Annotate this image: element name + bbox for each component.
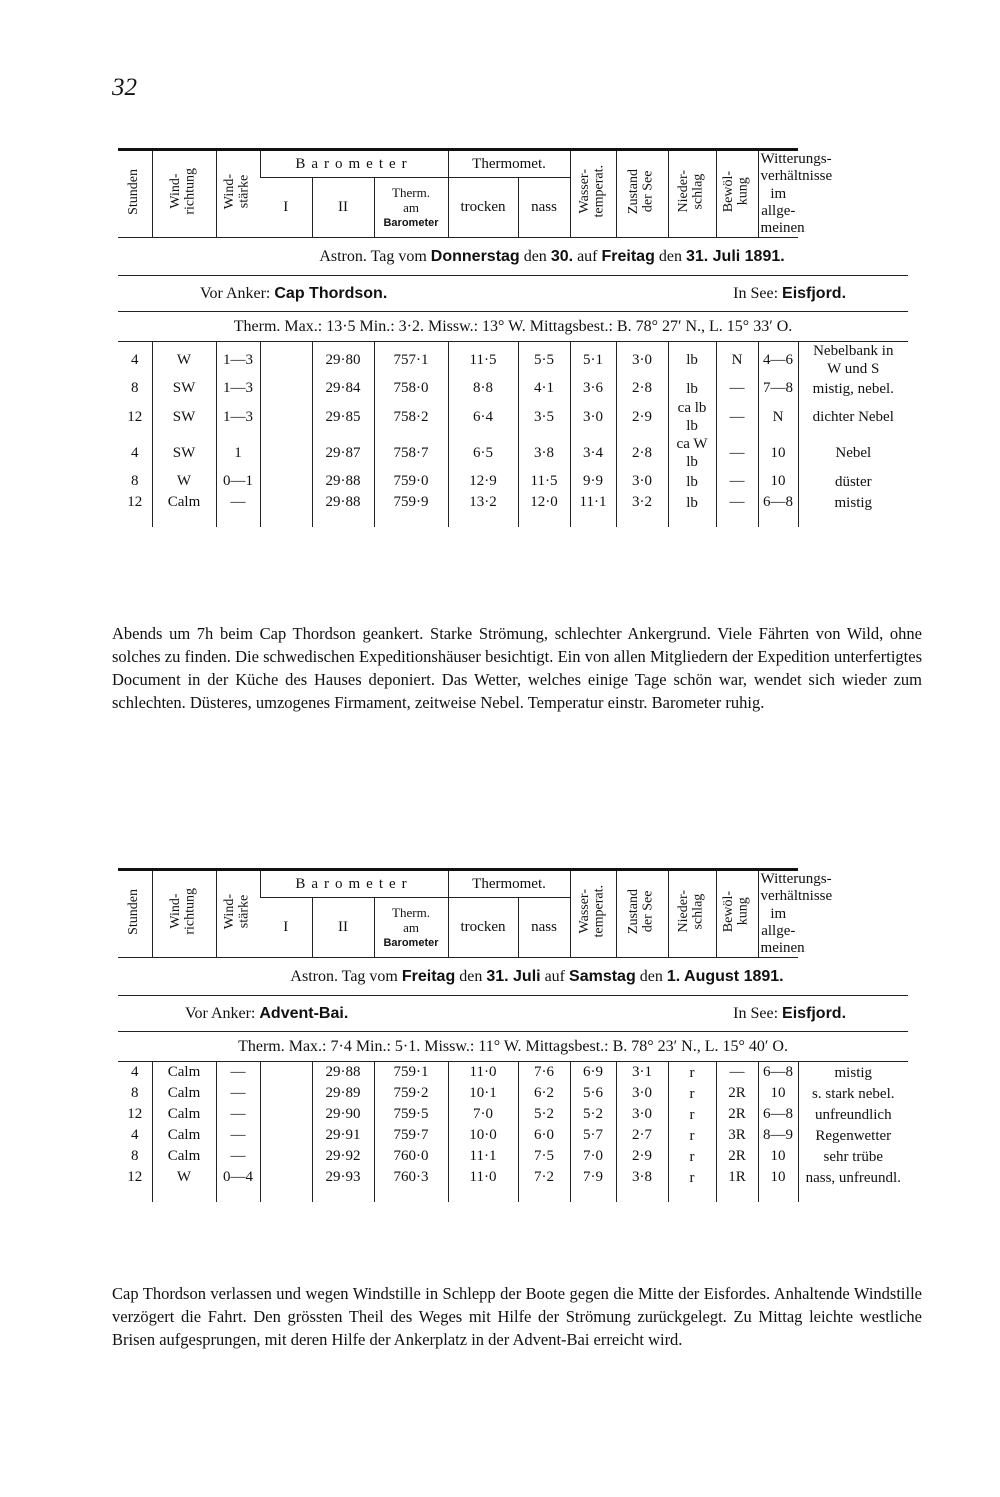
- header-windstaerke: Wind- stärke: [216, 150, 260, 238]
- header-witterung: Witterungs- verhältnisse im allge- meinen: [758, 870, 798, 958]
- cell-str: —: [216, 1125, 260, 1146]
- cell-tr: 6·0: [518, 1125, 570, 1146]
- cell-h: 12: [127, 1169, 143, 1186]
- cell-dir: SW: [152, 399, 216, 435]
- cell-wi: mistig: [798, 1062, 908, 1084]
- cell-na: 5·2: [570, 1104, 616, 1125]
- cell-str: —: [216, 1104, 260, 1125]
- header-thermomet: Thermomet.: [448, 870, 570, 898]
- cell-be: 6—8: [758, 1104, 798, 1125]
- cell-wi: s. stark nebel.: [798, 1083, 908, 1104]
- cell-tr: 7·6: [518, 1062, 570, 1084]
- cell-b1: 29·90: [312, 1104, 374, 1125]
- header-bar-ii: II: [312, 898, 374, 958]
- cell-zu: ca lb lb: [668, 399, 716, 435]
- cell-tr: 12·0: [518, 492, 570, 513]
- cell-be: 4—6: [758, 342, 798, 379]
- cell-b1: 29·92: [312, 1146, 374, 1167]
- cell-ni: 2R: [716, 1146, 758, 1167]
- cell-str: 0—4: [216, 1167, 260, 1188]
- anchor-line: Vor Anker: Cap Thordson. In See: Eisfjord.: [118, 276, 908, 312]
- table-row: [118, 378, 908, 399]
- cell-dir: Calm: [152, 492, 216, 513]
- cell-b1: 29·88: [312, 471, 374, 492]
- table-row: [118, 1083, 908, 1104]
- cell-b2: 758·2: [374, 399, 448, 435]
- cell-b1: 29·88: [312, 492, 374, 513]
- blank-row: [118, 513, 908, 527]
- cell-na: 3·6: [570, 378, 616, 399]
- cell-spacer: [260, 1146, 312, 1167]
- table-row: [118, 471, 908, 492]
- cell-tb: 7·0: [448, 1104, 518, 1125]
- header-barometer: Barometer: [260, 870, 448, 898]
- header-witterung: Witterungs- verhältnisse im allge- meinen: [758, 150, 798, 238]
- cell-wa: 3·0: [616, 342, 668, 379]
- header-bar-i: I: [260, 898, 312, 958]
- cell-spacer: [260, 342, 312, 379]
- cell-wa: 3·8: [616, 1167, 668, 1188]
- cell-tb: 10·1: [448, 1083, 518, 1104]
- cell-na: 3·4: [570, 435, 616, 471]
- header-bar-i: I: [260, 178, 312, 238]
- weather-table-2: [118, 868, 908, 1202]
- table-row: [118, 1146, 908, 1167]
- cell-be: 10: [758, 1083, 798, 1104]
- cell-ni: N: [716, 342, 758, 379]
- cell-b2: 757·1: [374, 342, 448, 379]
- therm-line: Therm. Max.: 7·4 Min.: 5·1. Missw.: 11° W. Mittagsbest.: B. 78° 23′ N., L. 15° 40′ O.: [118, 1032, 908, 1062]
- cell-tb: 6·5: [448, 435, 518, 471]
- astron-line: Astron. Tag vom Freitag den 31. Juli auf Samstag den 1. August 1891.: [118, 958, 908, 996]
- page-number: 32: [112, 74, 137, 101]
- cell-wa: 3·1: [616, 1062, 668, 1084]
- cell-tb: 11·0: [448, 1062, 518, 1084]
- header-bar-ii: II: [312, 178, 374, 238]
- cell-na: 3·0: [570, 399, 616, 435]
- cell-tb: 8·8: [448, 378, 518, 399]
- weather-table-1: [118, 148, 908, 527]
- cell-dir: Calm: [152, 1062, 216, 1084]
- cell-wi: mistig, nebel.: [798, 378, 908, 399]
- cell-wa: 3·0: [616, 1104, 668, 1125]
- cell-be: 7—8: [758, 378, 798, 399]
- cell-spacer: [260, 1125, 312, 1146]
- cell-dir: Calm: [152, 1146, 216, 1167]
- cell-na: 7·9: [570, 1167, 616, 1188]
- cell-dir: W: [152, 342, 216, 379]
- cell-b1: 29·91: [312, 1125, 374, 1146]
- table-2-body: [118, 1062, 908, 1203]
- cell-na: 9·9: [570, 471, 616, 492]
- header-windrichtung: Wind- richtung: [152, 870, 216, 958]
- header-thermomet: Thermomet.: [448, 150, 570, 178]
- cell-str: 1: [216, 435, 260, 471]
- log-table-1: [118, 148, 908, 527]
- cell-dir: Calm: [152, 1125, 216, 1146]
- cell-str: 0—1: [216, 471, 260, 492]
- cell-str: 1—3: [216, 399, 260, 435]
- log-table-2: [118, 868, 908, 1202]
- cell-zu: r: [668, 1146, 716, 1167]
- cell-tb: 13·2: [448, 492, 518, 513]
- cell-wa: 3·0: [616, 1083, 668, 1104]
- cell-spacer: [260, 399, 312, 435]
- table-row: [118, 399, 908, 435]
- cell-wa: 2·9: [616, 1146, 668, 1167]
- cell-wi: Nebelbank in W und S: [798, 342, 908, 379]
- table-row: [118, 1167, 908, 1188]
- cell-tb: 12·9: [448, 471, 518, 492]
- cell-be: 6—8: [758, 492, 798, 513]
- cell-tb: 10·0: [448, 1125, 518, 1146]
- cell-h: 8: [131, 380, 139, 397]
- header-wassertemp: Wasser- temperat.: [570, 150, 616, 238]
- cell-dir: Calm: [152, 1083, 216, 1104]
- cell-b2: 759·5: [374, 1104, 448, 1125]
- cell-tr: 7·2: [518, 1167, 570, 1188]
- header-niederschlag: Nieder- schlag: [668, 870, 716, 958]
- cell-be: 10: [758, 435, 798, 471]
- cell-zu: lb: [668, 378, 716, 399]
- cell-h: 8: [131, 1148, 139, 1165]
- cell-ni: 3R: [716, 1125, 758, 1146]
- cell-h: 8: [131, 473, 139, 490]
- cell-wi: Nebel: [798, 435, 908, 471]
- cell-tr: 11·5: [518, 471, 570, 492]
- cell-spacer: [260, 1167, 312, 1188]
- cell-wa: 2·9: [616, 399, 668, 435]
- cell-be: 10: [758, 471, 798, 492]
- table-row: [118, 1062, 908, 1084]
- cell-be: 10: [758, 1146, 798, 1167]
- anchor-line: Vor Anker: Advent-Bai. In See: Eisfjord.: [118, 996, 908, 1032]
- header-nass: nass: [518, 178, 570, 238]
- cell-b1: 29·93: [312, 1167, 374, 1188]
- cell-wa: 3·2: [616, 492, 668, 513]
- header-wassertemp: Wasser- temperat.: [570, 870, 616, 958]
- cell-ni: —: [716, 492, 758, 513]
- cell-zu: r: [668, 1104, 716, 1125]
- cell-tr: 4·1: [518, 378, 570, 399]
- cell-tr: 5·2: [518, 1104, 570, 1125]
- header-stunden: Stunden: [118, 870, 152, 958]
- cell-na: 5·1: [570, 342, 616, 379]
- cell-b2: 759·0: [374, 471, 448, 492]
- cell-str: —: [216, 1083, 260, 1104]
- cell-str: 1—3: [216, 342, 260, 379]
- cell-zu: lb: [668, 492, 716, 513]
- cell-spacer: [260, 378, 312, 399]
- cell-dir: SW: [152, 435, 216, 471]
- cell-dir: W: [152, 1167, 216, 1188]
- cell-wa: 2·8: [616, 378, 668, 399]
- cell-wi: düster: [798, 471, 908, 492]
- cell-wa: 2·7: [616, 1125, 668, 1146]
- cell-dir: W: [152, 471, 216, 492]
- header-therm-am: Therm. am Barometer: [374, 178, 448, 238]
- cell-h: 8: [131, 1085, 139, 1102]
- header-windrichtung: Wind- richtung: [152, 150, 216, 238]
- cell-b2: 759·9: [374, 492, 448, 513]
- header-bewoelkung: Bewöl- kung: [716, 150, 758, 238]
- cell-ni: 1R: [716, 1167, 758, 1188]
- header-therm-am: Therm. am Barometer: [374, 898, 448, 958]
- cell-tr: 6·2: [518, 1083, 570, 1104]
- cell-tb: 11·1: [448, 1146, 518, 1167]
- header-barometer: Barometer: [260, 150, 448, 178]
- paragraph-1: Abends um 7h beim Cap Thordson geankert. Starke Strömung, schlechter Ankergrund. Viele Fährten von Wild, ohne solches zu finden. Die schwedischen Expeditionshäuser besichtigt. Ein von allen Mitgliedern der Expedition unterfertigtes Document in der Küche des Hauses deponiert. Das Wetter, welches einige Tage schön war, wendet sich wieder zum schlechten. Düsteres, umzogenes Firmament, zeitweise Nebel. Temperatur einstr. Barometer ruhig.: [112, 624, 922, 712]
- cell-ni: —: [716, 435, 758, 471]
- cell-spacer: [260, 1083, 312, 1104]
- cell-ni: 2R: [716, 1083, 758, 1104]
- cell-tr: 3·5: [518, 399, 570, 435]
- cell-b2: 760·3: [374, 1167, 448, 1188]
- cell-be: 10: [758, 1167, 798, 1188]
- cell-tb: 11·0: [448, 1167, 518, 1188]
- cell-wi: Regenwetter: [798, 1125, 908, 1146]
- cell-wi: nass, unfreundl.: [798, 1167, 908, 1188]
- cell-str: —: [216, 1146, 260, 1167]
- cell-h: 4: [131, 351, 139, 368]
- table-1-body: [118, 342, 908, 528]
- therm-line: Therm. Max.: 13·5 Min.: 3·2. Missw.: 13° W. Mittagsbest.: B. 78° 27′ N., L. 15° 33′ O.: [118, 312, 908, 342]
- table-row: [118, 1104, 908, 1125]
- cell-tr: 3·8: [518, 435, 570, 471]
- cell-wa: 2·8: [616, 435, 668, 471]
- cell-ni: —: [716, 378, 758, 399]
- cell-zu: r: [668, 1083, 716, 1104]
- cell-ni: —: [716, 471, 758, 492]
- header-windstaerke: Wind- stärke: [216, 870, 260, 958]
- table-row: [118, 492, 908, 513]
- header-trocken: trocken: [448, 178, 518, 238]
- header-nass: nass: [518, 898, 570, 958]
- cell-wa: 3·0: [616, 471, 668, 492]
- cell-na: 11·1: [570, 492, 616, 513]
- cell-tb: 6·4: [448, 399, 518, 435]
- cell-be: 6—8: [758, 1062, 798, 1084]
- cell-ni: 2R: [716, 1104, 758, 1125]
- header-bewoelkung: Bewöl- kung: [716, 870, 758, 958]
- cell-b1: 29·84: [312, 378, 374, 399]
- cell-b2: 759·1: [374, 1062, 448, 1084]
- header-trocken: trocken: [448, 898, 518, 958]
- cell-zu: r: [668, 1167, 716, 1188]
- cell-b1: 29·89: [312, 1083, 374, 1104]
- cell-zu: lb: [668, 471, 716, 492]
- cell-b2: 758·0: [374, 378, 448, 399]
- cell-zu: r: [668, 1125, 716, 1146]
- cell-b1: 29·80: [312, 342, 374, 379]
- cell-b2: 759·7: [374, 1125, 448, 1146]
- cell-zu: lb: [668, 342, 716, 379]
- cell-b1: 29·87: [312, 435, 374, 471]
- cell-h: 12: [127, 494, 143, 511]
- cell-spacer: [260, 1104, 312, 1125]
- cell-dir: Calm: [152, 1104, 216, 1125]
- cell-str: —: [216, 1062, 260, 1084]
- cell-wi: mistig: [798, 492, 908, 513]
- cell-zu: ca W lb: [668, 435, 716, 471]
- blank-row: [118, 1188, 908, 1202]
- astron-line: Astron. Tag vom Donnerstag den 30. auf Freitag den 31. Juli 1891.: [118, 238, 908, 276]
- cell-na: 6·9: [570, 1062, 616, 1084]
- cell-spacer: [260, 471, 312, 492]
- header-niederschlag: Nieder- schlag: [668, 150, 716, 238]
- header-stunden: Stunden: [118, 150, 152, 238]
- cell-na: 5·7: [570, 1125, 616, 1146]
- table-row: [118, 342, 908, 379]
- cell-ni: —: [716, 399, 758, 435]
- cell-wi: dichter Nebel: [798, 399, 908, 435]
- cell-be: N: [758, 399, 798, 435]
- cell-str: 1—3: [216, 378, 260, 399]
- table-row: [118, 1125, 908, 1146]
- cell-b1: 29·88: [312, 1062, 374, 1084]
- cell-zu: r: [668, 1062, 716, 1084]
- cell-b1: 29·85: [312, 399, 374, 435]
- header-zustand: Zustand der See: [616, 150, 668, 238]
- cell-dir: SW: [152, 378, 216, 399]
- cell-ni: —: [716, 1062, 758, 1084]
- cell-na: 7·0: [570, 1146, 616, 1167]
- cell-be: 8—9: [758, 1125, 798, 1146]
- cell-h: 12: [127, 408, 143, 425]
- cell-b2: 759·2: [374, 1083, 448, 1104]
- cell-b2: 760·0: [374, 1146, 448, 1167]
- cell-b2: 758·7: [374, 435, 448, 471]
- cell-tr: 5·5: [518, 342, 570, 379]
- cell-wi: sehr trübe: [798, 1146, 908, 1167]
- cell-h: 4: [131, 1064, 139, 1081]
- header-zustand: Zustand der See: [616, 870, 668, 958]
- cell-spacer: [260, 1062, 312, 1084]
- cell-h: 4: [131, 1127, 139, 1144]
- cell-str: —: [216, 492, 260, 513]
- cell-h: 4: [131, 444, 139, 461]
- cell-spacer: [260, 435, 312, 471]
- cell-tb: 11·5: [448, 342, 518, 379]
- cell-spacer: [260, 492, 312, 513]
- table-row: [118, 435, 908, 471]
- cell-wi: unfreundlich: [798, 1104, 908, 1125]
- cell-tr: 7·5: [518, 1146, 570, 1167]
- cell-h: 12: [127, 1106, 143, 1123]
- paragraph-2: Cap Thordson verlassen und wegen Windstille in Schlepp der Boote gegen die Mitte der Eisfordes. Anhaltende Windstille verzögert die Fahrt. Den grössten Theil des Weges mit Hilfe der Strömung zurückgelegt. Zu Mittag leichte westliche Brisen aufgesprungen, mit deren Hilfe der Ankerplatz in der Advent-Bai erreicht wird.: [112, 1284, 922, 1349]
- cell-na: 5·6: [570, 1083, 616, 1104]
